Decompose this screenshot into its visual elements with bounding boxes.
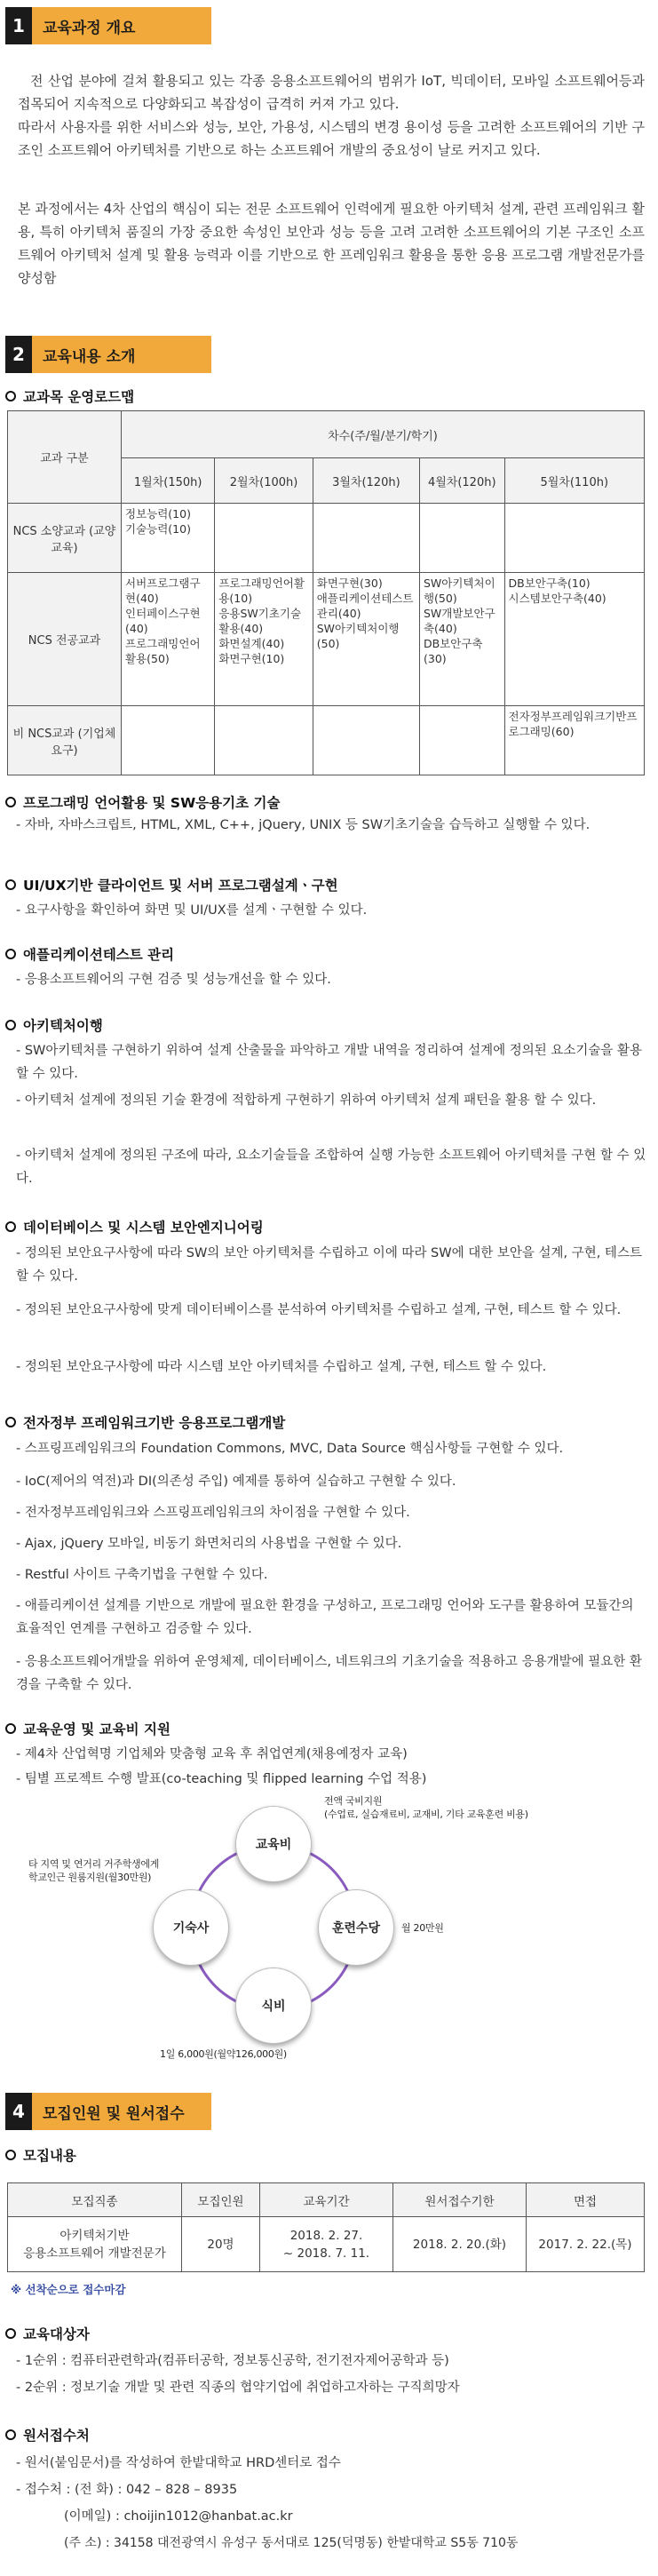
topic-item: - 아키텍처 설계에 정의된 구조에 따라, 요소기술들을 조합하여 실행 가능한 소프트웨어 아키텍처를 구현 할 수 있다. (16, 1149, 646, 1186)
recruit-cell: 아키텍처기반 응용소프트웨어 개발전문가 (8, 2217, 182, 2272)
target-title-text: 교육대상자 (23, 2326, 90, 2342)
topic-item: - 전자정부프레임워크와 스프링프레임워크의 차이점을 구현할 수 있다. (16, 1506, 410, 1520)
roadmap-title (5, 386, 134, 406)
section-title: 교육내용 소개 (32, 336, 211, 373)
notice-text: ※ 선착순으로 접수마감 (11, 2283, 126, 2296)
circle-bullet-icon (5, 1221, 16, 1232)
apply-address: (주 소) : 34158 대전광역시 유성구 동서대로 125(덕명동) 한밭대학교 S5동 710동 (64, 2536, 519, 2550)
note-dormitory: 타 지역 및 연거리 거주학생에게 학교인근 원룸지원(월30만원) (28, 1858, 160, 1883)
section-2-header (5, 336, 211, 373)
note-tuition: 전액 국비지원 (수업료, 실습재료비, 교재비, 기타 교육훈련 비용) (324, 1795, 528, 1820)
section-4-header (5, 2093, 211, 2130)
table-cell: 전자정부프레임워크기반프로그래밍(60) (504, 706, 645, 775)
target-item: - 2순위 : 정보기술 개발 및 관련 직종의 협약기업에 취업하고자하는 구직희망자 (16, 2381, 460, 2395)
topic-title-text: 프로그래밍 언어활용 및 SW응용기초 기술 (23, 795, 281, 811)
topic-item: - 아키텍처 설계에 정의된 기술 환경에 적합하게 구현하기 위하여 아키텍처 설계 패턴을 활용 할 수 있다. (16, 1093, 597, 1108)
table-cell: DB보안구축(10) 시스템보안구축(40) (504, 573, 645, 706)
circle-bullet-icon (5, 2429, 16, 2440)
topic-item: - 요구사항을 확인하여 화면 및 UI/UX를 설계ㆍ구현할 수 있다. (16, 903, 368, 918)
topic-item: - 응용소프트웨어개발을 위하여 운영체제, 데이터베이스, 네트워크의 기초기술을 적용하고 응용개발에 필요한 환경을 구축할 수 있다. (16, 1655, 642, 1692)
table-cell (313, 504, 419, 573)
topic-item: - 스프링프레임워크의 Foundation Commons, MVC, Data Source 핵심사항들 구현할 수 있다. (16, 1442, 564, 1456)
topic-item: - 응용소프트웨어의 구현 검증 및 성능개선을 할 수 있다. (16, 973, 331, 987)
circle-bullet-icon (5, 1020, 16, 1030)
topic-title-text: 교육운영 및 교육비 지원 (23, 1721, 170, 1737)
topic-item: - Restful 사이트 구축기법을 구현할 수 있다. (16, 1568, 268, 1582)
topic-title (5, 792, 280, 812)
month-header: 4월차(120h) (419, 458, 504, 504)
section-number: 1 (5, 7, 32, 44)
topic-item: - SW아키텍처를 구현하기 위하여 설계 산출물을 파악하고 개발 내역을 정리하여 설계에 정의된 요소기술을 활용 할 수 있다. (16, 1044, 642, 1081)
recruit-header: 면접 (527, 2183, 645, 2217)
topic-title (5, 1412, 285, 1432)
topic-title (5, 1015, 103, 1035)
table-span-header: 차수(주/월/분기/학기) (122, 411, 645, 458)
month-header: 3월차(120h) (313, 458, 419, 504)
table-cell (419, 706, 504, 775)
topic-item: - 제4차 산업혁명 기업체와 맞춤형 교육 후 취업연계(채용예정자 교육) (16, 1747, 408, 1761)
topic-item: - 애플리케이션 설계를 기반으로 개발에 필요한 환경을 구성하고, 프로그래밍 언어와 도구를 활용하여 모듈간의 효율적인 연계를 구현하고 검증할 수 있다. (16, 1599, 634, 1636)
recruit-title (5, 2145, 76, 2165)
apply-email: (이메일) : choijin1012@hanbat.ac.kr (64, 2509, 293, 2524)
circle-bullet-icon (5, 2328, 16, 2339)
table-cell: 정보능력(10) 기술능력(10) (122, 504, 215, 573)
row-head: NCS 소양교과 (교양교육) (8, 504, 122, 573)
topic-title (5, 944, 174, 964)
roadmap-title-text: 교과목 운영로드맵 (23, 389, 135, 405)
node-tuition: 교육비 (235, 1806, 312, 1882)
topic-item: - IoC(제어의 역전)과 DI(의존성 주입) 예제를 통하여 실습하고 구현할 수 있다. (16, 1475, 456, 1489)
row-head: 비 NCS교과 (기업체 요구) (8, 706, 122, 775)
month-header: 2월차(100h) (215, 458, 313, 504)
recruit-cell: 2017. 2. 22.(목) (527, 2217, 645, 2272)
note-meal: 1일 6,000원(월약126,000원) (160, 2048, 287, 2060)
circle-bullet-icon (5, 2150, 16, 2160)
table-cell: 화면구현(30) 애플리케이션테스트관리(40) SW아키텍처이행(50) (313, 573, 419, 706)
recruit-header: 원서접수기한 (393, 2183, 527, 2217)
recruit-cell: 2018. 2. 20.(화) (393, 2217, 527, 2272)
topic-title (5, 875, 338, 894)
recruit-header: 모집인원 (182, 2183, 260, 2217)
table-cell (215, 504, 313, 573)
recruit-title-text: 모집내용 (23, 2148, 76, 2164)
topic-item: - 정의된 보안요구사항에 따라 시스템 보안 아키텍처를 수립하고 설계, 구현, 테스트 할 수 있다. (16, 1360, 547, 1374)
topic-item: - 정의된 보안요구사항에 따라 SW의 보안 아키텍처를 수립하고 이에 따라 SW에 대한 보안을 설계, 구현, 테스트할 수 있다. (16, 1246, 642, 1284)
topic-title-text: 데이터베이스 및 시스템 보안엔지니어링 (23, 1220, 264, 1236)
recruit-table (7, 2182, 645, 2272)
topic-title (5, 1217, 264, 1236)
table-cell: SW아키텍처이행(50) SW개발보안구축(40) DB보안구축(30) (419, 573, 504, 706)
recruit-cell: 2018. 2. 27. ~ 2018. 7. 11. (260, 2217, 393, 2272)
table-cell (122, 706, 215, 775)
topic-title-text: 전자정부 프레임워크기반 응용프로그램개발 (23, 1415, 286, 1431)
intro-paragraph-1: 전 산업 분야에 걸쳐 활용되고 있는 각종 응용소프트웨어의 범위가 IoT, 빅데이터, 모바일 소프트웨어등과 접목되어 지속적으로 다양화되고 복잡성이 급격히 커져 가고 있다. (18, 73, 645, 112)
apply-item: - 접수처 : (전 화) : 042 – 828 – 8935 (16, 2483, 238, 2497)
section-title: 모집인원 및 원서접수 (32, 2093, 211, 2130)
month-header: 5월차(110h) (504, 458, 645, 504)
section-number: 2 (5, 336, 32, 373)
table-cell: 서버프로그램구현(40) 인터페이스구현(40) 프로그래밍언어활용(50) (122, 573, 215, 706)
table-cell (215, 706, 313, 775)
apply-item: - 원서(붙임문서)를 작성하여 한밭대학교 HRD센터로 접수 (16, 2456, 341, 2470)
recruit-cell: 20명 (182, 2217, 260, 2272)
circle-bullet-icon (5, 1417, 16, 1427)
topic-item: - 정의된 보안요구사항에 맞게 데이터베이스를 분석하여 아키텍처를 수립하고 설계, 구현, 테스트 할 수 있다. (16, 1303, 622, 1317)
circle-bullet-icon (5, 797, 16, 807)
circle-bullet-icon (5, 1723, 16, 1734)
row-head: NCS 전공교과 (8, 573, 122, 706)
recruit-header: 교육기간 (260, 2183, 393, 2217)
section-1-header (5, 7, 211, 44)
topic-item: - Ajax, jQuery 모바일, 비동기 화면처리의 사용법을 구현할 수 있다. (16, 1537, 402, 1551)
circle-bullet-icon (5, 879, 16, 890)
node-meal: 식비 (235, 1968, 312, 2044)
node-dormitory: 기숙사 (153, 1889, 229, 1966)
topic-title-text: 애플리케이션테스트 관리 (23, 947, 175, 963)
apply-title (5, 2425, 90, 2445)
topic-title (5, 1719, 170, 1738)
intro-paragraph-3: 본 과정에서는 4차 산업의 핵심이 되는 전문 소프트웨어 인력에게 필요한 아키텍처 설계, 관련 프레임워크 활용, 특히 아키텍처 품질의 가장 중요한 속성인 보안과 성능 등을 고려 고려한 소프트웨어의 기본 구조인 소프트웨어 아키텍처 설계 및 활용 능력과 이를 기반으로 한 프레임워크 활용을 통한 응용 프로그램 개발전문가를 양성함 (18, 201, 645, 286)
circle-bullet-icon (5, 949, 16, 959)
intro-paragraph-2: 따라서 사용자를 위한 서비스와 성능, 보안, 가용성, 시스템의 변경 용이성 등을 고려한 소프트웨어의 기반 구조인 소프트웨어 아키텍처를 기반으로 하는 소프트웨어 개발의 중요성이 날로 커지고 있다. (18, 119, 645, 158)
topic-title-text: 아키텍처이행 (23, 1018, 103, 1034)
circle-bullet-icon (5, 391, 16, 402)
table-corner: 교과 구분 (8, 411, 122, 504)
table-cell (504, 504, 645, 573)
support-diagram (18, 1790, 639, 2060)
table-cell (313, 706, 419, 775)
topic-title-text: UI/UX기반 클라이언트 및 서버 프로그램설계ㆍ구현 (23, 878, 338, 894)
topic-item: - 자바, 자바스크립트, HTML, XML, C++, jQuery, UNIX 등 SW기초기술을 습득하고 실행할 수 있다. (16, 818, 591, 832)
month-header: 1월차(150h) (122, 458, 215, 504)
recruit-header: 모집직종 (8, 2183, 182, 2217)
apply-title-text: 원서접수처 (23, 2428, 90, 2444)
topic-item: - 팀별 프로젝트 수행 발표(co-teaching 및 flipped learning 수업 적용) (16, 1772, 427, 1786)
section-title: 교육과정 개요 (32, 7, 211, 44)
table-cell (419, 504, 504, 573)
note-allowance: 월 20만원 (401, 1922, 444, 1934)
node-allowance: 훈련수당 (318, 1889, 394, 1966)
roadmap-table (7, 410, 645, 775)
section-number: 4 (5, 2093, 32, 2130)
target-item: - 1순위 : 컴퓨터관련학과(컴퓨터공학, 정보통신공학, 전기전자제어공학과 등) (16, 2354, 449, 2368)
target-title (5, 2324, 90, 2343)
table-cell: 프로그래밍언어활용(10) 응용SW기초기술활용(40) 화면설계(40) 화면구현(10) (215, 573, 313, 706)
